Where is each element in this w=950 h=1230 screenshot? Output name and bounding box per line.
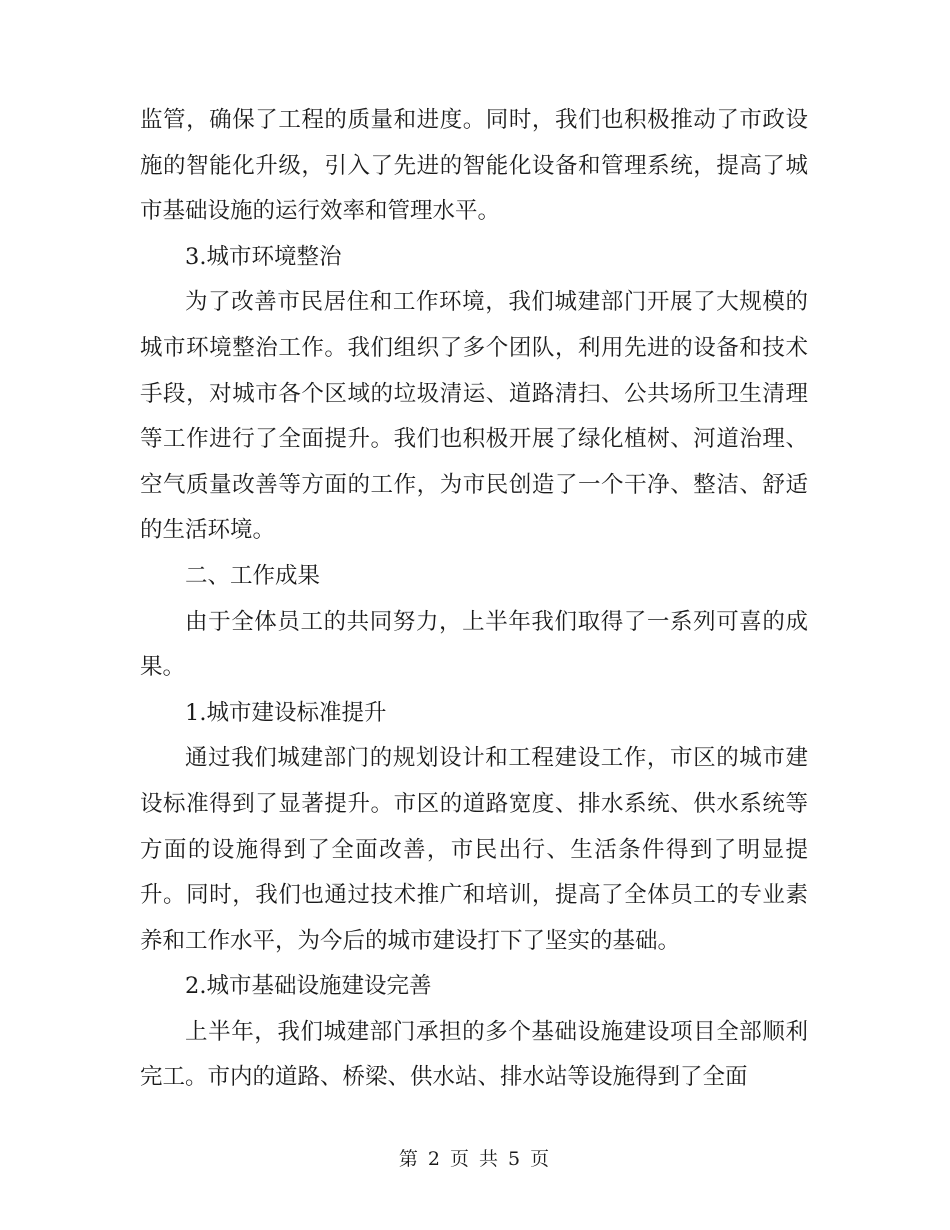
section-heading-results: 二、工作成果 [185, 562, 321, 589]
section-heading-environment: 3.城市环境整治 [185, 243, 342, 270]
paragraph-continuation: 监管，确保了工程的质量和进度。同时，我们也积极推动了市政设施的智能化升级，引入了先进的智能化设备和管理系统，提高了城市基础设施的运行效率和管理水平。 [140, 107, 808, 225]
paragraph-results-intro: 由于全体员工的共同努力，上半年我们取得了一系列可喜的成果。 [140, 608, 808, 681]
paragraph-environment: 为了改善市民居住和工作环境，我们城建部门开展了大规模的城市环境整治工作。我们组织了多个团队，利用先进的设备和技术手段，对城市各个区域的垃圾清运、道路清扫、公共场所卫生清理等工作进行了全面提升。我们也积极开展了绿化植树、河道治理、空气质量改善等方面的工作，为市民创造了一个干净、整洁、舒适的生活环境。 [140, 289, 808, 544]
page-number-footer: 第 2 页 共 5 页 [398, 1148, 552, 1170]
section-heading-infrastructure: 2.城市基础设施建设完善 [185, 973, 432, 1000]
section-heading-standards: 1.城市建设标准提升 [185, 699, 387, 726]
document-body [140, 98, 808, 1101]
paragraph-standards: 通过我们城建部门的规划设计和工程建设工作，市区的城市建设标准得到了显著提升。市区的道路宽度、排水系统、供水系统等方面的设施得到了全面改善，市民出行、生活条件得到了明显提升。同时，我们也通过技术推广和培训，提高了全体员工的专业素养和工作水平，为今后的城市建设打下了坚实的基础。 [140, 745, 808, 954]
paragraph-infrastructure: 上半年，我们城建部门承担的多个基础设施建设项目全部顺利完工。市内的道路、桥梁、供水站、排水站等设施得到了全面 [140, 1018, 808, 1091]
